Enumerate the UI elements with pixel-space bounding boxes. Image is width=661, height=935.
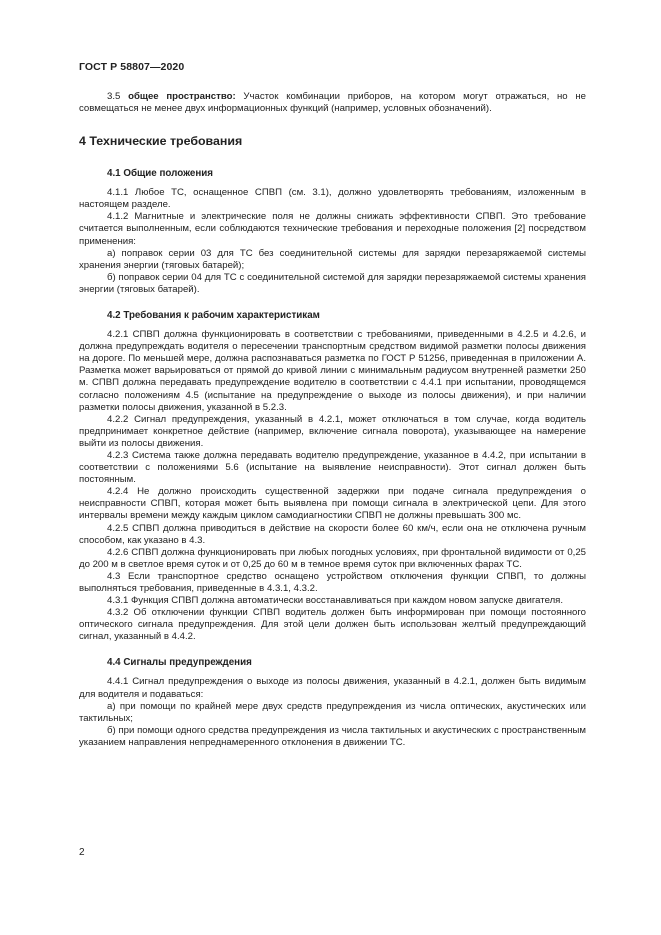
definition-term: общее пространство: <box>128 91 236 102</box>
list-item-4-4-1-b: б) при помощи одного средства предупреждения из числа тактильных и акустических с пространственным указанием направления непреднамеренного отклонения в движении ТС. <box>79 724 586 748</box>
paragraph-4-2-3: 4.2.3 Система также должна передавать водителю предупреждение, указанное в 4.4.2, при испытании в соответствии с положениями 5.6 (испытание на выявление неисправности). Этот сигнал должен быть постоянным. <box>79 449 586 486</box>
list-item-4-4-1-a: а) при помощи по крайней мере двух средств предупреждения из числа оптических, акустических или тактильных; <box>79 700 586 724</box>
paragraph-4-3: 4.3 Если транспортное средство оснащено устройством отключения функции СПВП, то должны выполняться требования, приведенные в 4.3.1, 4.3.2. <box>79 570 586 594</box>
definition-text: Участок комбинации приборов, на котором могут отражаться, но не совмещаться не менее двух информационных функций (например, условных обозначений). <box>79 91 586 115</box>
definition-number: 3.5 <box>107 91 121 102</box>
definition-3-5 <box>79 91 586 115</box>
paragraph-4-2-4: 4.2.4 Не должно происходить существенной задержки при подаче сигнала предупреждения о неисправности СПВП, которая может быть выявлена при помощи сигнала в электрической цепи. Для этого интервалы времени между каждым циклом самодиагностики СПВП не должны превышать 300 мс. <box>79 486 586 522</box>
paragraph-4-2-5: 4.2.5 СПВП должна приводиться в действие на скорости более 60 км/ч, если она не отключена ручным способом, как указано в 4.3. <box>79 522 586 546</box>
section-4-2-title: 4.2 Требования к рабочим характеристикам <box>107 310 320 322</box>
page-number: 2 <box>79 847 85 858</box>
document-header: ГОСТ Р 58807—2020 <box>79 61 185 73</box>
paragraph-4-3-1: 4.3.1 Функция СПВП должна автоматически восстанавливаться при каждом новом запуске двигателя. <box>107 595 564 607</box>
section-4-title: 4 Технические требования <box>79 134 243 149</box>
list-item-4-1-2-b: б) поправок серии 04 для ТС с соединительной системой для зарядки перезаряжаемой системы хранения энергии (тяговых батарей). <box>79 271 586 295</box>
section-4-1-title: 4.1 Общие положения <box>107 168 214 180</box>
section-4-4-title: 4.4 Сигналы предупреждения <box>107 657 252 669</box>
paragraph-4-2-6: 4.2.6 СПВП должна функционировать при любых погодных условиях, при фронтальной видимости от 0,25 до 200 м в светлое время суток и от 0,25 до 60 м в темное время суток при включенных фарах ТС. <box>79 546 586 570</box>
paragraph-4-2-2: 4.2.2 Сигнал предупреждения, указанный в 4.2.1, может отключаться в том случае, когда водитель предпринимает конкретное действие (например, включение сигнала поворота), указывающее на намерение выйти из полосы движения. <box>79 413 586 449</box>
paragraph-4-3-2: 4.3.2 Об отключении функции СПВП водитель должен быть информирован при помощи постоянного оптического сигнала предупреждения. Для этой цели должен быть использован желтый предупреждающий сигнал, указанный в 4.4.2. <box>79 607 586 643</box>
list-item-4-1-2-a: а) поправок серии 03 для ТС без соединительной системы для зарядки перезаряжаемой системы хранения энергии (тяговых батарей); <box>79 247 586 271</box>
paragraph-4-4-1: 4.4.1 Сигнал предупреждения о выходе из полосы движения, указанный в 4.2.1, должен быть видимым для водителя и подаваться: <box>79 676 586 700</box>
paragraph-4-1-1: 4.1.1 Любое ТС, оснащенное СПВП (см. 3.1), должно удовлетворять требованиям, изложенным в настоящем разделе. <box>79 187 586 211</box>
page-content <box>79 91 586 749</box>
paragraph-4-2-1: 4.2.1 СПВП должна функционировать в соответствии с требованиями, приведенными в 4.2.5 и 4.2.6, и должна предупреждать водителя о пересечении транспортным средством видимой разметки полосы движения на дороге. По меньшей мере, должна распознаваться разметка по ГОСТ Р 51256, приведенная в приложении А. Разметка может варьироваться от прямой до кривой линии с минимальным радиусом внутренней разметки 250 м. СПВП должна передавать предупреждение водителю в соответствии с 4.4.1 при испытании, проводящемся согласно положениям 4.5 (испытание на предупреждение о выходе из полосы движения), и при наличии разметки полосы движения, указанной в 5.2.3. <box>79 329 586 413</box>
paragraph-4-1-2: 4.1.2 Магнитные и электрические поля не должны снижать эффективности СПВП. Это требование считается выполненным, если соблюдаются технические требования и переходные положения [2] посредством применения: <box>79 211 586 247</box>
